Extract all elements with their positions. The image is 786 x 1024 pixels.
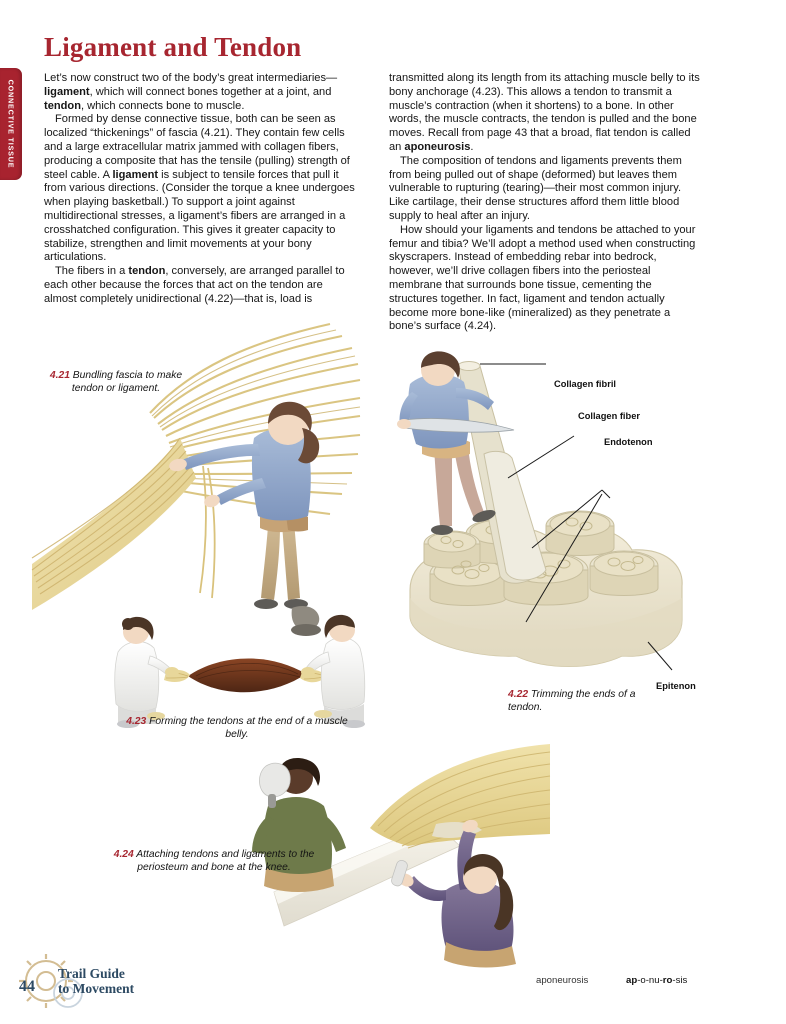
text-run: transmitted along its length from its attaching muscle belly to its bony anchorage (4.23). This allows a tendon to transmit a muscle’s contraction (when it shortens) to a bone. In other words, the muscle contracts, the tendon is pulled and the bone moves. Recall from page 43 that a broad, flat tendon is called an bbox=[389, 72, 700, 153]
text-run: is subject to tensile forces that pull it from various directions. (Consider the torque a knee undergoes when playing basketball.) To support a joint against multidirectional stresses, a ligament’s fibers are arranged in a crosshatched configuration. This gives it greater capacity to stabilize, strengthen and limit movements at your bony articulations. bbox=[44, 168, 355, 264]
book-brand-line1: Trail Guide bbox=[58, 966, 125, 981]
page-number: 44 bbox=[19, 978, 35, 995]
text-run: The fibers in a bbox=[55, 265, 129, 278]
figure-4-23-number: 4.23 bbox=[126, 716, 147, 727]
figure-4-22-illustration bbox=[396, 358, 696, 688]
label-collagen-fibril: Collagen fibril bbox=[554, 379, 616, 389]
text-run: , conversely, are arranged parallel to each other because the forces that act on the tendon are almost completely unidirectional (4.22)—that is, load is bbox=[44, 265, 345, 305]
text-run: Let’s now construct two of the body’s great intermediaries— bbox=[44, 72, 338, 84]
body-right-column bbox=[389, 72, 702, 334]
book-brand bbox=[58, 966, 134, 996]
figure-4-23-caption bbox=[124, 716, 350, 741]
emphasis-term: ligament bbox=[44, 85, 90, 98]
figure-4-21-caption-text: Bundling fascia to make tendon or ligament. bbox=[71, 370, 183, 394]
body-left-paragraph bbox=[44, 113, 357, 265]
chapter-tab bbox=[0, 68, 22, 180]
pronunciation-key bbox=[626, 975, 687, 986]
syllable: -sis bbox=[672, 975, 688, 986]
text-run: The composition of tendons and ligaments prevents them from being pulled out of shape (deformed) but leaves them vulnerable to rupturing (tearing)—their most common injury. Like cartilage, their dense structures afford them little blood supply to heal after an injury. bbox=[389, 154, 682, 222]
figure-4-23-caption-text: Forming the tendons at the end of a muscle belly. bbox=[149, 716, 348, 740]
text-run: Formed by dense connective tissue, both can be seen as localized “thickenings” of fascia (4.21). They contain few cells and a large extracellular matrix jammed with collagen fibers, producing a composite that has the tensile (pulling) strength of steel cable. A bbox=[44, 113, 350, 181]
text-run: . bbox=[470, 140, 474, 153]
emphasis-term: aponeurosis bbox=[404, 140, 471, 153]
figure-4-21-illustration bbox=[30, 318, 360, 618]
label-epitenon: Epitenon bbox=[656, 681, 696, 691]
pronunciation-word: aponeurosis bbox=[536, 975, 589, 986]
stressed-syllable: ro bbox=[662, 975, 673, 986]
body-left-column bbox=[44, 72, 357, 307]
label-endotenon: Endotenon bbox=[604, 437, 653, 447]
chapter-tab-label: CONNECTIVE TISSUE bbox=[6, 79, 16, 169]
body-left-paragraph bbox=[44, 265, 357, 306]
figure-4-21-caption bbox=[40, 370, 192, 395]
body-right-paragraph bbox=[389, 155, 702, 224]
emphasis-term: tendon bbox=[128, 265, 166, 278]
body-right-paragraph bbox=[389, 72, 702, 155]
figure-4-23-illustration bbox=[110, 606, 370, 726]
figure-4-22-number: 4.22 bbox=[508, 689, 529, 700]
label-collagen-fiber: Collagen fiber bbox=[578, 411, 640, 421]
syllable: -o-nu- bbox=[637, 975, 663, 986]
text-run: , which connects bone to muscle. bbox=[80, 99, 245, 112]
page-title: Ligament and Tendon bbox=[44, 32, 302, 62]
figure-4-22-caption-text: Trimming the ends of a tendon. bbox=[508, 689, 636, 713]
text-run: How should your ligaments and tendons be attached to your femur and tibia? We’ll adopt a method used when constructing skyscrapers. Instead of embedding rebar into bedrock, however, we’ll drive collagen fibers into the periosteal membrane that surrounds bone tissue, cementing the structures together. In fact, ligament and tendon actually become more bone-like (mineralized) as they penetrate a bone’s surface (4.24). bbox=[389, 223, 696, 333]
figure-area bbox=[0, 318, 786, 968]
stressed-syllable: ap bbox=[626, 975, 638, 986]
figure-4-24-number: 4.24 bbox=[113, 849, 134, 860]
emphasis-term: tendon bbox=[44, 99, 81, 112]
emphasis-term: ligament bbox=[112, 168, 159, 181]
figure-4-24-caption-text: Attaching tendons and ligaments to the periosteum and bone at the knee. bbox=[136, 849, 315, 873]
text-run: , which will connect bones together at a joint, and bbox=[89, 85, 332, 98]
figure-4-24-caption bbox=[106, 849, 322, 874]
figure-4-21-number: 4.21 bbox=[49, 370, 70, 381]
body-left-paragraph bbox=[44, 72, 357, 113]
book-brand-line2: to Movement bbox=[58, 981, 135, 996]
figure-4-22-caption bbox=[508, 689, 658, 714]
